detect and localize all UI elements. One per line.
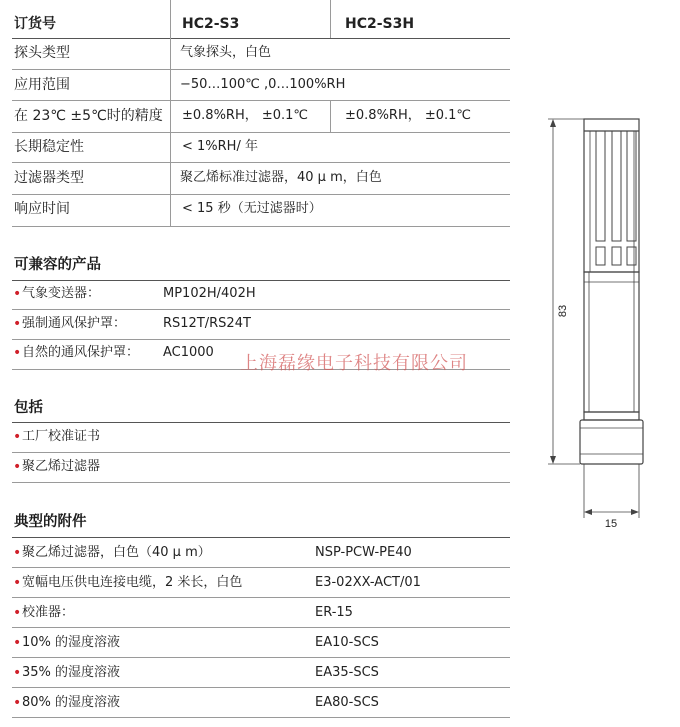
list-item-label: 80% 的湿度溶液 (22, 695, 121, 710)
list-item-label: 10% 的湿度溶液 (22, 635, 121, 650)
width-dimension-label: 15 (604, 518, 618, 530)
divider (12, 339, 510, 340)
list-item-value: RS12T/RS24T (163, 316, 251, 331)
column-divider-accuracy (330, 100, 331, 132)
column-divider-header (330, 0, 331, 38)
divider (12, 657, 510, 658)
order-number-label: 订货号 (14, 16, 56, 32)
section-title: 包括 (14, 400, 43, 416)
bullet-icon: • (13, 545, 22, 561)
table-row-value: < 1%RH/ 年 (182, 139, 258, 154)
section-title: 典型的附件 (14, 514, 87, 530)
table-row-label: 应用范围 (14, 77, 70, 93)
bullet-icon: • (13, 605, 22, 621)
table-row-value: −50…100℃ ,0…100%RH (180, 77, 346, 92)
list-item-label: 校准器： (22, 605, 75, 620)
divider (12, 309, 510, 310)
list-item-label: 自然的通风保护罩： (22, 345, 140, 360)
table-row-label: 探头类型 (14, 45, 70, 61)
table-row-value: ±0.8%RH， ±0.1℃ (182, 108, 309, 123)
column-divider (170, 0, 171, 227)
divider (12, 537, 510, 538)
bullet-icon: • (13, 575, 22, 591)
width-dimension (584, 464, 639, 518)
list-item-value: NSP-PCW-PE40 (315, 545, 412, 560)
bullet-icon: • (13, 635, 22, 651)
divider (12, 597, 510, 598)
divider (12, 627, 510, 628)
bullet-icon: • (13, 695, 22, 711)
list-item-value: EA35-SCS (315, 665, 379, 680)
table-row-label: 过滤器类型 (14, 170, 84, 186)
table-row-value: < 15 秒（无过滤器时） (182, 201, 322, 216)
list-item-label: 气象变送器： (22, 286, 101, 301)
bullet-icon: • (13, 345, 22, 361)
list-item-value: AC1000 (163, 345, 214, 360)
model-hc2-s3h: HC2-S3H (345, 16, 415, 32)
section-title: 可兼容的产品 (14, 257, 101, 273)
divider (12, 100, 510, 101)
list-item-label: 强制通风保护罩： (22, 316, 127, 331)
model-hc2-s3: HC2-S3 (182, 16, 240, 32)
height-dimension-label: 83 (557, 304, 569, 318)
table-row-label: 响应时间 (14, 201, 70, 217)
list-item-value: MP102H/402H (163, 286, 256, 301)
table-row-label: 在 23℃ ±5℃时的精度 (14, 108, 163, 124)
probe-technical-drawing (530, 100, 680, 540)
table-row-label: 长期稳定性 (14, 139, 84, 155)
divider (12, 452, 510, 453)
divider (12, 687, 510, 688)
bullet-icon: • (13, 459, 22, 475)
list-item-label: 聚乙烯过滤器 (22, 459, 101, 474)
divider (12, 69, 510, 70)
divider (12, 422, 510, 423)
bullet-icon: • (13, 665, 22, 681)
list-item-label: 35% 的湿度溶液 (22, 665, 121, 680)
probe-body-icon (580, 119, 643, 464)
table-row-value: ±0.8%RH， ±0.1℃ (345, 108, 472, 123)
bullet-icon: • (13, 429, 22, 445)
divider (12, 38, 510, 39)
bullet-icon: • (13, 316, 22, 332)
list-item-value: ER-15 (315, 605, 353, 620)
table-row-value: 聚乙烯标准过滤器，40 μ m，白色 (180, 170, 382, 185)
table-row-value: 气象探头，白色 (180, 45, 272, 60)
watermark: 上海磊缘电子科技有限公司 (240, 353, 468, 374)
list-item-label: 聚乙烯过滤器，白色（40 μ m） (22, 545, 211, 560)
list-item-value: E3-02XX-ACT/01 (315, 575, 421, 590)
list-item-value: EA80-SCS (315, 695, 379, 710)
list-item-label: 宽幅电压供电连接电缆，2 米长，白色 (22, 575, 243, 590)
divider (12, 280, 510, 281)
divider (12, 162, 510, 163)
bullet-icon: • (13, 286, 22, 302)
list-item-label: 工厂校准证书 (22, 429, 101, 444)
divider (12, 567, 510, 568)
list-item-value: EA10-SCS (315, 635, 379, 650)
height-dimension (548, 119, 584, 464)
divider (12, 194, 510, 195)
divider (12, 717, 510, 718)
divider (12, 482, 510, 483)
divider (12, 132, 510, 133)
divider (12, 226, 510, 227)
